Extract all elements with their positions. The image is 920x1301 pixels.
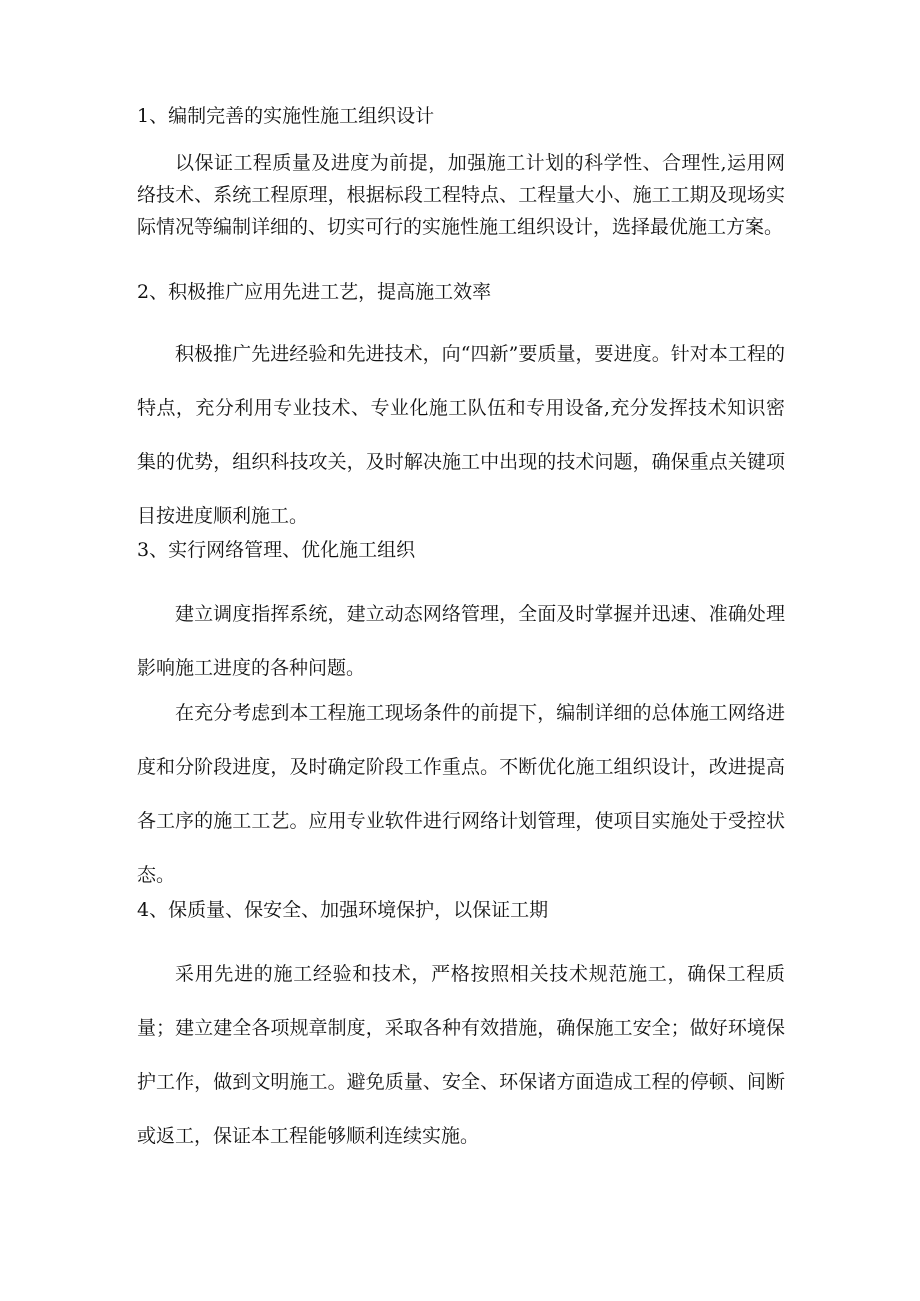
section-4-heading: 4、保质量、保安全、加强环境保护，以保证工期 bbox=[137, 899, 549, 921]
section-4-paragraph: 采用先进的施工经验和技术，严格按照相关技术规范施工，确保工程质量；建立建全各项规章制度，采取各种有效措施，确保施工安全；做好环境保护工作，做到文明施工。避免质量、安全、环保诸方面造成工程的停顿、间断或返工，保证本工程能够顺利连续实施。 bbox=[137, 963, 785, 1147]
section-1-heading: 1、编制完善的实施性施工组织设计 bbox=[137, 105, 435, 127]
section-2-heading: 2、积极推广应用先进工艺，提高施工效率 bbox=[137, 281, 492, 303]
section-3-paragraph-2: 在充分考虑到本工程施工现场条件的前提下，编制详细的总体施工网络进度和分阶段进度，及时确定阶段工作重点。不断优化施工组织设计，改进提高各工序的施工工艺。应用专业软件进行网络计划管理，使项目实施处于受控状态。 bbox=[137, 702, 785, 886]
section-1-paragraph: 以保证工程质量及进度为前提，加强施工计划的科学性、合理性,运用网络技术、系统工程原理，根据标段工程特点、工程量大小、施工工期及现场实际情况等编制详细的、切实可行的实施性施工组织设计，选择最优施工方案。 bbox=[137, 152, 785, 238]
section-2-paragraph: 积极推广先进经验和先进技术，向“四新”要质量，要进度。针对本工程的特点，充分利用专业技术、专业化施工队伍和专用设备,充分发挥技术知识密集的优势，组织科技攻关，及时解决施工中出现的技术问题，确保重点关键项目按进度顺利施工。 bbox=[137, 343, 785, 527]
section-3-paragraph-1: 建立调度指挥系统，建立动态网络管理，全面及时掌握并迅速、准确处理影响施工进度的各种问题。 bbox=[137, 603, 785, 679]
section-3-heading: 3、实行网络管理、优化施工组织 bbox=[137, 539, 416, 561]
